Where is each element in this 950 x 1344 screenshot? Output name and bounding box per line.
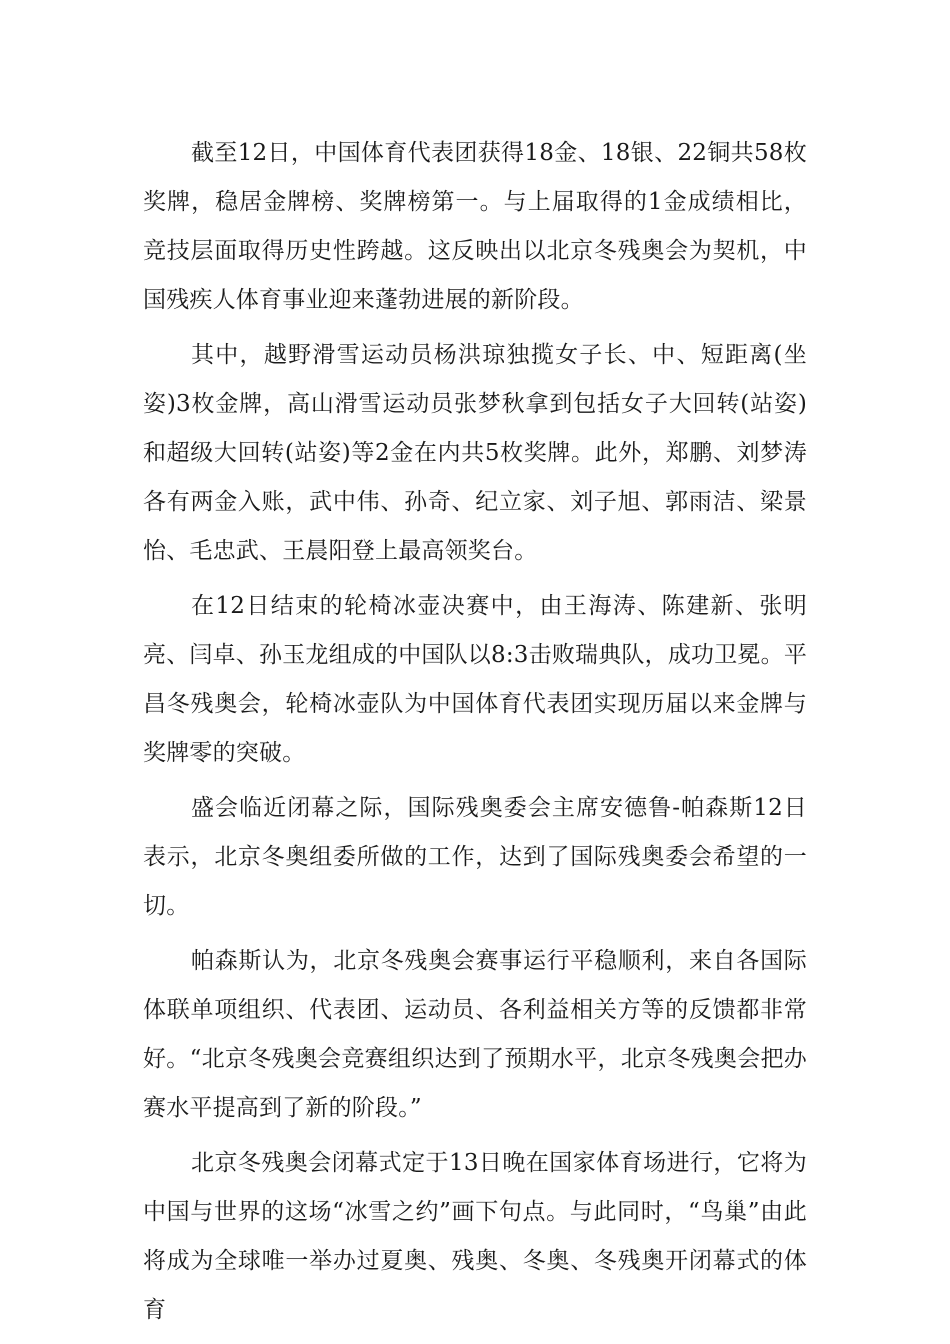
paragraph-wheelchair-curling: 在12日结束的轮椅冰壶决赛中，由王海涛、陈建新、张明亮、闫卓、孙玉龙组成的中国队以8:3击败瑞典队，成功卫冕。平昌冬残奥会，轮椅冰壶队为中国体育代表团实现历届以来金牌与奖牌零的突破。: [143, 593, 808, 766]
paragraph-gold-medalists: 其中，越野滑雪运动员杨洪琼独揽女子长、中、短距离(坐姿)3枚金牌，高山滑雪运动员张梦秋拿到包括女子大回转(站姿)和超级大回转(站姿)等2金在内共5枚奖牌。此外，郑鹏、刘梦涛各有两金入账，武中伟、孙奇、纪立家、刘子旭、郭雨洁、梁景怡、毛忠武、王晨阳登上最高领奖台。: [143, 342, 807, 564]
article-body: [143, 129, 807, 1341]
paragraph-ipc-president: 盛会临近闭幕之际，国际残奥委会主席安德鲁-帕森斯12日表示，北京冬奥组委所做的工作，达到了国际残奥委会希望的一切。: [143, 795, 807, 919]
paragraph-closing-ceremony: 北京冬残奥会闭幕式定于13日晚在国家体育场进行，它将为中国与世界的这场“冰雪之约”画下句点。与此同时，“鸟巢”由此将成为全球唯一举办过夏奥、残奥、冬奥、冬残奥开闭幕式的体育: [143, 1150, 807, 1323]
paragraph-parsons-quote: 帕森斯认为，北京冬残奥会赛事运行平稳顺利，来自各国际体联单项组织、代表团、运动员、各利益相关方等的反馈都非常好。“北京冬残奥会竞赛组织达到了预期水平，北京冬残奥会把办赛水平提高到了新的阶段。”: [143, 948, 807, 1121]
paragraph-medal-tally: 截至12日，中国体育代表团获得18金、18银、22铜共58枚奖牌，稳居金牌榜、奖牌榜第一。与上届取得的1金成绩相比，竞技层面取得历史性跨越。这反映出以北京冬残奥会为契机，中国残疾人体育事业迎来蓬勃进展的新阶段。: [143, 140, 807, 313]
